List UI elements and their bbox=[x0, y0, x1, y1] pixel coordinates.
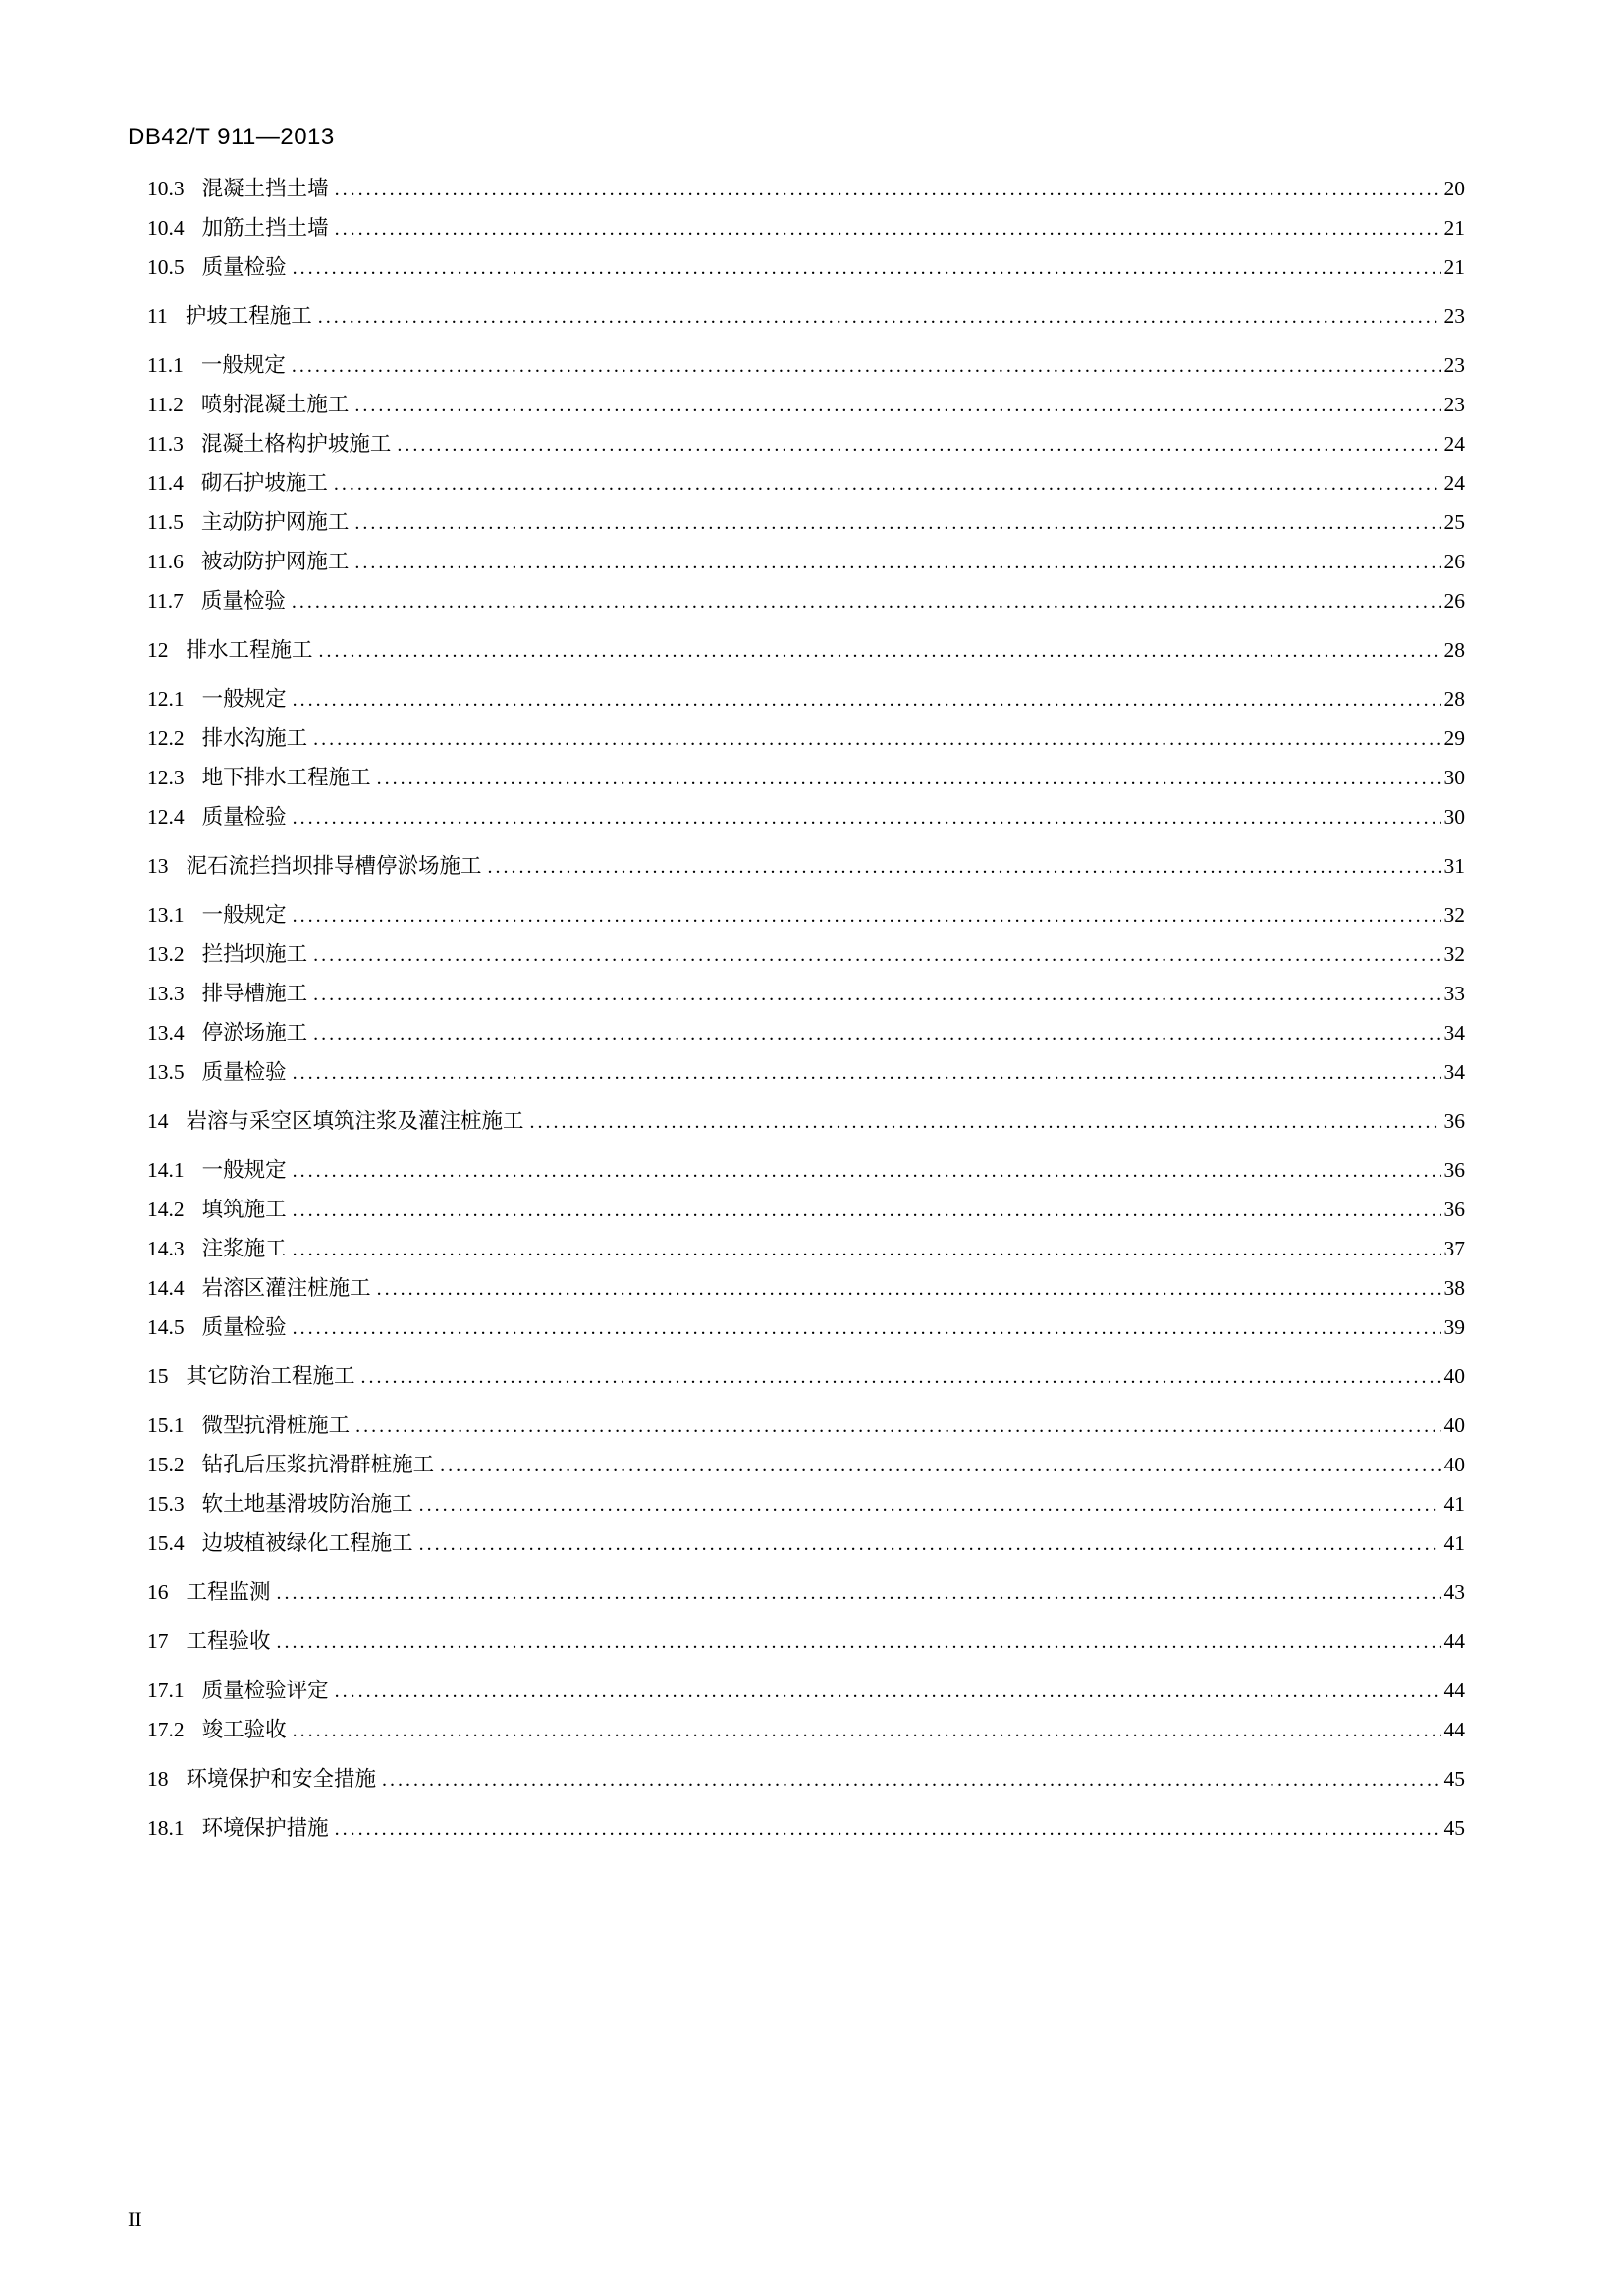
toc-dot-leader bbox=[419, 1484, 1441, 1524]
toc-dot-leader bbox=[313, 974, 1440, 1014]
toc-entry bbox=[147, 1808, 1465, 1847]
toc-entry-number: 15.3 bbox=[147, 1492, 185, 1516]
toc-entry-title: 微型抗滑桩施工 bbox=[201, 1414, 351, 1437]
toc-entry-number: 10.4 bbox=[147, 216, 185, 240]
toc-entry-title: 一般规定 bbox=[201, 903, 287, 927]
toc-entry-page: 24 bbox=[1443, 471, 1465, 495]
toc-dot-leader bbox=[293, 1308, 1441, 1348]
toc-entry-page: 40 bbox=[1443, 1364, 1465, 1388]
toc-entry-number: 13.4 bbox=[147, 1021, 185, 1044]
toc-entry-number: 11 bbox=[147, 304, 168, 328]
toc-entry bbox=[147, 1229, 1465, 1268]
toc-entry-number: 11.7 bbox=[147, 589, 184, 613]
toc-entry-chapter bbox=[147, 1759, 1465, 1798]
toc-entry-title: 排水工程施工 bbox=[186, 638, 313, 662]
toc-entry-title: 工程监测 bbox=[186, 1580, 271, 1604]
toc-entry-page: 33 bbox=[1443, 982, 1465, 1005]
toc-entry bbox=[147, 1445, 1465, 1484]
toc-entry-number: 13.3 bbox=[147, 982, 185, 1005]
toc-entry-page: 21 bbox=[1443, 216, 1465, 240]
toc-dot-leader bbox=[440, 1445, 1440, 1485]
toc-entry-title: 钻孔后压浆抗滑群桩施工 bbox=[201, 1453, 435, 1476]
toc-entry-page: 45 bbox=[1443, 1767, 1465, 1790]
toc-entry-number: 16 bbox=[147, 1580, 169, 1604]
toc-entry bbox=[147, 797, 1465, 836]
toc-entry-title: 排导槽施工 bbox=[201, 982, 308, 1005]
toc-entry-title: 环境保护措施 bbox=[201, 1816, 329, 1840]
toc-entry-number: 15.4 bbox=[147, 1531, 185, 1555]
toc-entry-page: 38 bbox=[1443, 1276, 1465, 1300]
toc-entry-title: 砌石护坡施工 bbox=[200, 471, 328, 495]
toc-entry bbox=[147, 1268, 1465, 1308]
toc-dot-leader bbox=[313, 1013, 1440, 1053]
toc-entry-title: 一般规定 bbox=[200, 353, 286, 377]
toc-dot-leader bbox=[293, 1052, 1441, 1093]
toc-entry-number: 15 bbox=[147, 1364, 169, 1388]
toc-entry bbox=[147, 758, 1465, 797]
toc-entry-title: 停淤场施工 bbox=[201, 1021, 308, 1044]
toc-entry bbox=[147, 1052, 1465, 1092]
toc-entry-title: 其它防治工程施工 bbox=[186, 1364, 355, 1388]
toc-entry-page: 36 bbox=[1443, 1109, 1465, 1133]
toc-entry bbox=[147, 385, 1465, 424]
toc-entry-title: 岩溶与采空区填筑注浆及灌注桩施工 bbox=[186, 1109, 524, 1133]
toc-entry-page: 36 bbox=[1443, 1158, 1465, 1182]
toc-entry-number: 14.5 bbox=[147, 1315, 185, 1339]
page-number-footer: II bbox=[128, 2207, 142, 2231]
toc-entry-number: 18.1 bbox=[147, 1816, 185, 1840]
toc-entry-title: 工程验收 bbox=[186, 1629, 271, 1653]
toc-entry-title: 填筑施工 bbox=[201, 1198, 287, 1221]
toc-entry-number: 13.2 bbox=[147, 942, 185, 966]
toc-dot-leader bbox=[377, 758, 1441, 798]
toc-entry-number: 15.2 bbox=[147, 1453, 185, 1476]
toc-dot-leader bbox=[530, 1101, 1441, 1142]
toc-entry-page: 26 bbox=[1443, 589, 1465, 613]
toc-entry-title: 质量检验 bbox=[200, 589, 286, 613]
toc-dot-leader bbox=[354, 385, 1440, 425]
toc-entry-number: 12.4 bbox=[147, 805, 185, 828]
toc-entry bbox=[147, 247, 1465, 287]
toc-dot-leader bbox=[335, 1671, 1441, 1711]
toc-entry-page: 23 bbox=[1443, 393, 1465, 416]
toc-entry-number: 10.5 bbox=[147, 255, 185, 279]
toc-entry-title: 被动防护网施工 bbox=[200, 550, 350, 573]
document-code-header: DB42/T 911—2013 bbox=[128, 124, 335, 150]
toc-entry-number: 11.3 bbox=[147, 432, 184, 455]
toc-entry-page: 32 bbox=[1443, 903, 1465, 927]
toc-entry-title: 质量检验 bbox=[201, 255, 287, 279]
toc-entry bbox=[147, 1484, 1465, 1523]
toc-dot-leader bbox=[293, 1190, 1441, 1230]
toc-entry bbox=[147, 974, 1465, 1013]
toc-entry-page: 31 bbox=[1443, 854, 1465, 878]
toc-entry-number: 11.1 bbox=[147, 353, 184, 377]
toc-entry-page: 45 bbox=[1443, 1816, 1465, 1840]
toc-entry-chapter bbox=[147, 630, 1465, 669]
toc-dot-leader bbox=[354, 542, 1440, 582]
toc-entry-number: 14 bbox=[147, 1109, 169, 1133]
toc-entry-number: 11.2 bbox=[147, 393, 184, 416]
toc-entry-title: 喷射混凝土施工 bbox=[200, 393, 350, 416]
toc-entry-title: 加筋土挡土墙 bbox=[201, 216, 329, 240]
toc-entry-title: 质量检验 bbox=[201, 1060, 287, 1084]
toc-entry-number: 12.3 bbox=[147, 766, 185, 789]
toc-entry-chapter bbox=[147, 1573, 1465, 1612]
toc-entry-page: 37 bbox=[1443, 1237, 1465, 1260]
toc-entry-title: 主动防护网施工 bbox=[200, 510, 350, 534]
toc-entry-title: 质量检验 bbox=[201, 805, 287, 828]
toc-dot-leader bbox=[361, 1357, 1441, 1397]
toc-dot-leader bbox=[354, 503, 1440, 543]
toc-entry-title: 混凝土格构护坡施工 bbox=[200, 432, 392, 455]
toc-entry-page: 39 bbox=[1443, 1315, 1465, 1339]
toc-dot-leader bbox=[355, 1406, 1440, 1446]
toc-entry-title: 注浆施工 bbox=[201, 1237, 287, 1260]
toc-dot-leader bbox=[293, 1710, 1441, 1750]
toc-entry-page: 21 bbox=[1443, 255, 1465, 279]
toc-dot-leader bbox=[382, 1759, 1440, 1799]
toc-entry-chapter bbox=[147, 296, 1465, 336]
toc-entry-number: 14.4 bbox=[147, 1276, 185, 1300]
toc-dot-leader bbox=[293, 895, 1441, 935]
toc-entry-number: 17.2 bbox=[147, 1718, 185, 1741]
toc-entry-page: 26 bbox=[1443, 550, 1465, 573]
toc-entry-page: 20 bbox=[1443, 177, 1465, 200]
toc-entry-title: 环境保护和安全措施 bbox=[186, 1767, 377, 1790]
toc-entry-number: 14.2 bbox=[147, 1198, 185, 1221]
toc-entry-number: 11.6 bbox=[147, 550, 184, 573]
toc-entry-page: 28 bbox=[1443, 687, 1465, 711]
toc-dot-leader bbox=[397, 424, 1440, 464]
toc-entry bbox=[147, 424, 1465, 463]
toc-entry-number: 10.3 bbox=[147, 177, 185, 200]
toc-entry bbox=[147, 1150, 1465, 1190]
toc-entry bbox=[147, 1308, 1465, 1347]
toc-entry-page: 40 bbox=[1443, 1453, 1465, 1476]
toc-dot-leader bbox=[293, 1150, 1441, 1191]
toc-dot-leader bbox=[293, 679, 1441, 720]
toc-entry-page: 28 bbox=[1443, 638, 1465, 662]
toc-entry-chapter bbox=[147, 1357, 1465, 1396]
toc-entry-title: 质量检验 bbox=[201, 1315, 287, 1339]
toc-entry-number: 12.1 bbox=[147, 687, 185, 711]
toc-entry-title: 边坡植被绿化工程施工 bbox=[201, 1531, 413, 1555]
toc-entry-title: 泥石流拦挡坝排导槽停淤场施工 bbox=[186, 854, 482, 878]
toc-dot-leader bbox=[335, 1808, 1441, 1848]
toc-entry-title: 拦挡坝施工 bbox=[201, 942, 308, 966]
toc-entry-number: 13.1 bbox=[147, 903, 185, 927]
toc-entry-page: 44 bbox=[1443, 1629, 1465, 1653]
toc-dot-leader bbox=[277, 1573, 1441, 1613]
toc-entry-title: 地下排水工程施工 bbox=[201, 766, 371, 789]
toc-entry-page: 32 bbox=[1443, 942, 1465, 966]
toc-entry-page: 43 bbox=[1443, 1580, 1465, 1604]
toc-entry bbox=[147, 1710, 1465, 1749]
toc-dot-leader bbox=[319, 630, 1441, 670]
toc-entry-page: 25 bbox=[1443, 510, 1465, 534]
toc-entry-title: 一般规定 bbox=[201, 1158, 287, 1182]
toc-entry-number: 15.1 bbox=[147, 1414, 185, 1437]
toc-entry bbox=[147, 679, 1465, 719]
toc-entry-page: 41 bbox=[1443, 1531, 1465, 1555]
toc-entry bbox=[147, 1013, 1465, 1052]
toc-entry-page: 34 bbox=[1443, 1021, 1465, 1044]
toc-dot-leader bbox=[292, 346, 1441, 386]
toc-entry-page: 30 bbox=[1443, 805, 1465, 828]
toc-entry-title: 岩溶区灌注桩施工 bbox=[201, 1276, 371, 1300]
toc-entry-page: 44 bbox=[1443, 1718, 1465, 1741]
toc-dot-leader bbox=[293, 797, 1441, 837]
toc-dot-leader bbox=[377, 1268, 1441, 1308]
toc-entry-chapter bbox=[147, 1622, 1465, 1661]
toc-dot-leader bbox=[318, 296, 1441, 337]
toc-entry-page: 23 bbox=[1443, 353, 1465, 377]
toc-dot-leader bbox=[292, 581, 1441, 621]
toc-dot-leader bbox=[419, 1523, 1441, 1564]
toc-entry-page: 40 bbox=[1443, 1414, 1465, 1437]
toc-dot-leader bbox=[334, 463, 1441, 504]
toc-entry-page: 34 bbox=[1443, 1060, 1465, 1084]
toc-entry bbox=[147, 208, 1465, 247]
toc-entry-page: 24 bbox=[1443, 432, 1465, 455]
toc-entry-title: 软土地基滑坡防治施工 bbox=[201, 1492, 413, 1516]
toc-entry-chapter bbox=[147, 1101, 1465, 1141]
toc-entry-number: 14.1 bbox=[147, 1158, 185, 1182]
toc-entry-number: 14.3 bbox=[147, 1237, 185, 1260]
toc-entry bbox=[147, 719, 1465, 758]
toc-entry-title: 质量检验评定 bbox=[201, 1679, 329, 1702]
toc-entry bbox=[147, 581, 1465, 620]
toc-entry-title: 排水沟施工 bbox=[201, 726, 308, 750]
toc-entry-number: 11.5 bbox=[147, 510, 184, 534]
toc-entry bbox=[147, 895, 1465, 934]
toc-dot-leader bbox=[335, 208, 1441, 248]
toc-entry bbox=[147, 503, 1465, 542]
toc-entry-number: 11.4 bbox=[147, 471, 184, 495]
toc-entry bbox=[147, 1671, 1465, 1710]
toc-entry-number: 13 bbox=[147, 854, 169, 878]
toc-entry-number: 12.2 bbox=[147, 726, 185, 750]
toc-entry-number: 12 bbox=[147, 638, 169, 662]
toc-entry bbox=[147, 169, 1465, 208]
toc-entry bbox=[147, 1406, 1465, 1445]
toc-entry-title: 护坡工程施工 bbox=[185, 304, 312, 328]
toc-entry-number: 17.1 bbox=[147, 1679, 185, 1702]
toc-entry bbox=[147, 346, 1465, 385]
toc-entry bbox=[147, 463, 1465, 503]
toc-entry-page: 36 bbox=[1443, 1198, 1465, 1221]
toc-entry-title: 一般规定 bbox=[201, 687, 287, 711]
toc-entry bbox=[147, 1190, 1465, 1229]
toc-dot-leader bbox=[313, 719, 1440, 759]
toc-entry-chapter bbox=[147, 846, 1465, 885]
toc-entry-page: 23 bbox=[1443, 304, 1465, 328]
toc-entry-page: 29 bbox=[1443, 726, 1465, 750]
toc-dot-leader bbox=[488, 846, 1441, 886]
toc-entry bbox=[147, 542, 1465, 581]
toc-entry-title: 混凝土挡土墙 bbox=[201, 177, 329, 200]
toc-entry-page: 44 bbox=[1443, 1679, 1465, 1702]
toc-dot-leader bbox=[277, 1622, 1441, 1662]
toc-entry bbox=[147, 934, 1465, 974]
toc-dot-leader bbox=[293, 1229, 1441, 1269]
toc-dot-leader bbox=[313, 934, 1440, 975]
toc-entry-title: 竣工验收 bbox=[201, 1718, 287, 1741]
toc-entry-number: 18 bbox=[147, 1767, 169, 1790]
toc-entry-page: 41 bbox=[1443, 1492, 1465, 1516]
toc-entry bbox=[147, 1523, 1465, 1563]
toc-dot-leader bbox=[293, 247, 1441, 288]
toc-dot-leader bbox=[335, 169, 1441, 209]
toc-entry-number: 17 bbox=[147, 1629, 169, 1653]
toc-entry-page: 30 bbox=[1443, 766, 1465, 789]
toc-entry-number: 13.5 bbox=[147, 1060, 185, 1084]
toc-list bbox=[147, 169, 1465, 1847]
